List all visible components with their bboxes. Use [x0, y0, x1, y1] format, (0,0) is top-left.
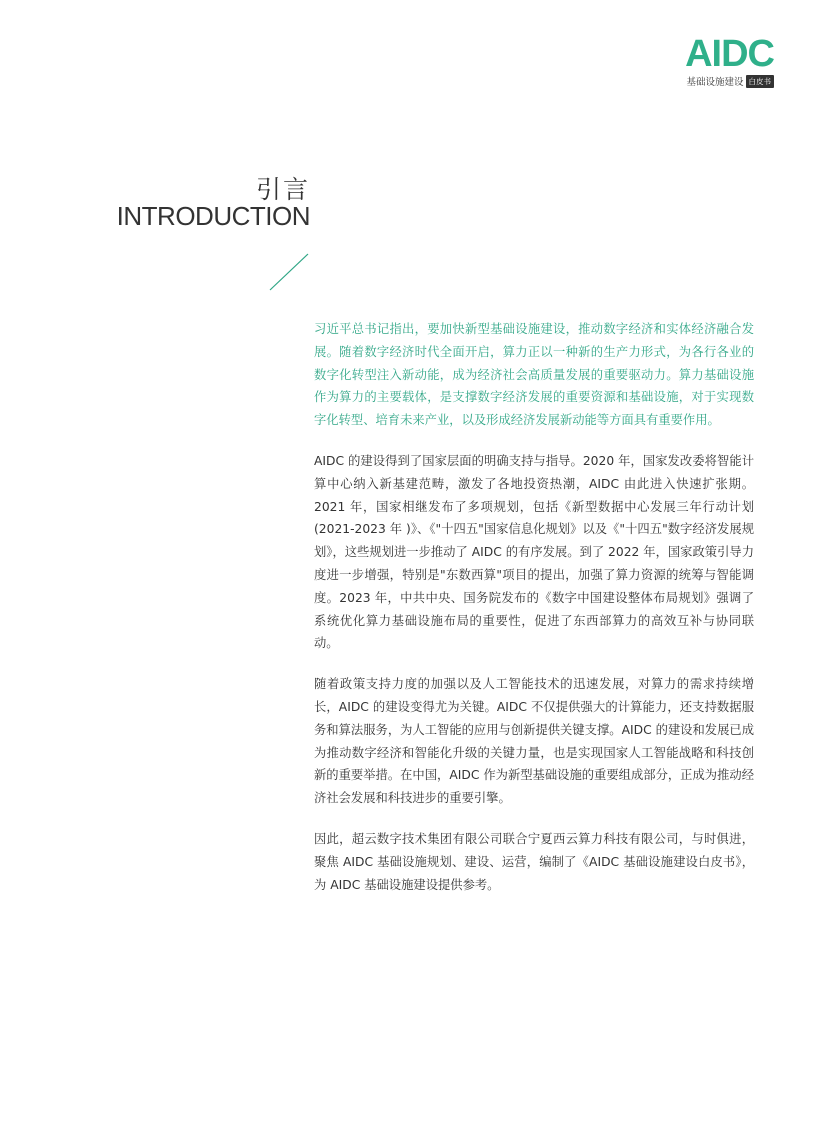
intro-paragraph-4: 因此，超云数字技术集团有限公司联合宁夏西云算力科技有限公司，与时俱进，聚焦 AIDC 基础设施规划、建设、运营，编制了《AIDC 基础设施建设白皮书》，为 AIDC 基础设施建设提供参考。 — [314, 831, 754, 892]
logo-subtitle: 基础设施建设 — [686, 77, 744, 88]
decorative-slash-icon — [268, 252, 312, 292]
intro-paragraph-2: AIDC 的建设得到了国家层面的明确支持与指导。2020 年，国家发改委将智能计算中心纳入新基建范畴，激发了各地投资热潮，AIDC 由此进入快速扩张期。2021 年，国家相继发布了多项规划，包括《新型数据中心发展三年行动计划(2021-2023 年 )》、《"十四五"国家信息化规划》以及《"十四五"数字经济发展规划》，这些规划进一步推动了 AIDC 的有序发展。到了 2022 年，国家政策引导力度进一步增强，特别是"东数西算"项目的提出，加强了算力资源的统筹与智能调度。2023 年，中共中央、国务院发布的《数字中国建设整体布局规划》强调了系统优化算力基础设施布局的重要性，促进了东西部算力的高效互补与协同联动。 — [314, 453, 754, 651]
logo-badge: 白皮书 — [746, 75, 775, 88]
intro-paragraph-3: 随着政策支持力度的加强以及人工智能技术的迅速发展，对算力的需求持续增长，AIDC 的建设变得尤为关键。AIDC 不仅提供强大的计算能力，还支持数据服务和算法服务，为人工智能的应用与创新提供关键支撑。AIDC 的建设和发展已成为推动数字经济和智能化升级的关键力量，也是实现国家人工智能战略和科技创新的重要举措。在中国，AIDC 作为新型基础设施的重要组成部分，正成为推动经济社会发展和科技进步的重要引擎。 — [314, 677, 754, 806]
section-title-en: INTRODUCTION — [116, 201, 310, 231]
intro-body — [314, 318, 754, 914]
aidc-logo — [674, 33, 774, 88]
logo-subtitle-row — [674, 74, 774, 88]
intro-paragraph-1: 习近平总书记指出，要加快新型基础设施建设，推动数字经济和实体经济融合发展。随着数字经济时代全面开启，算力正以一种新的生产力形式，为各行各业的数字化转型注入新动能，成为经济社会高质量发展的重要驱动力。算力基础设施作为算力的主要载体，是支撑数字经济发展的重要资源和基础设施，对于实现数字化转型、培育未来产业，以及形成经济发展新动能等方面具有重要作用。 — [314, 322, 754, 428]
logo-wordmark: AIDC — [685, 33, 774, 75]
section-title-cn: 引言 — [255, 175, 310, 204]
